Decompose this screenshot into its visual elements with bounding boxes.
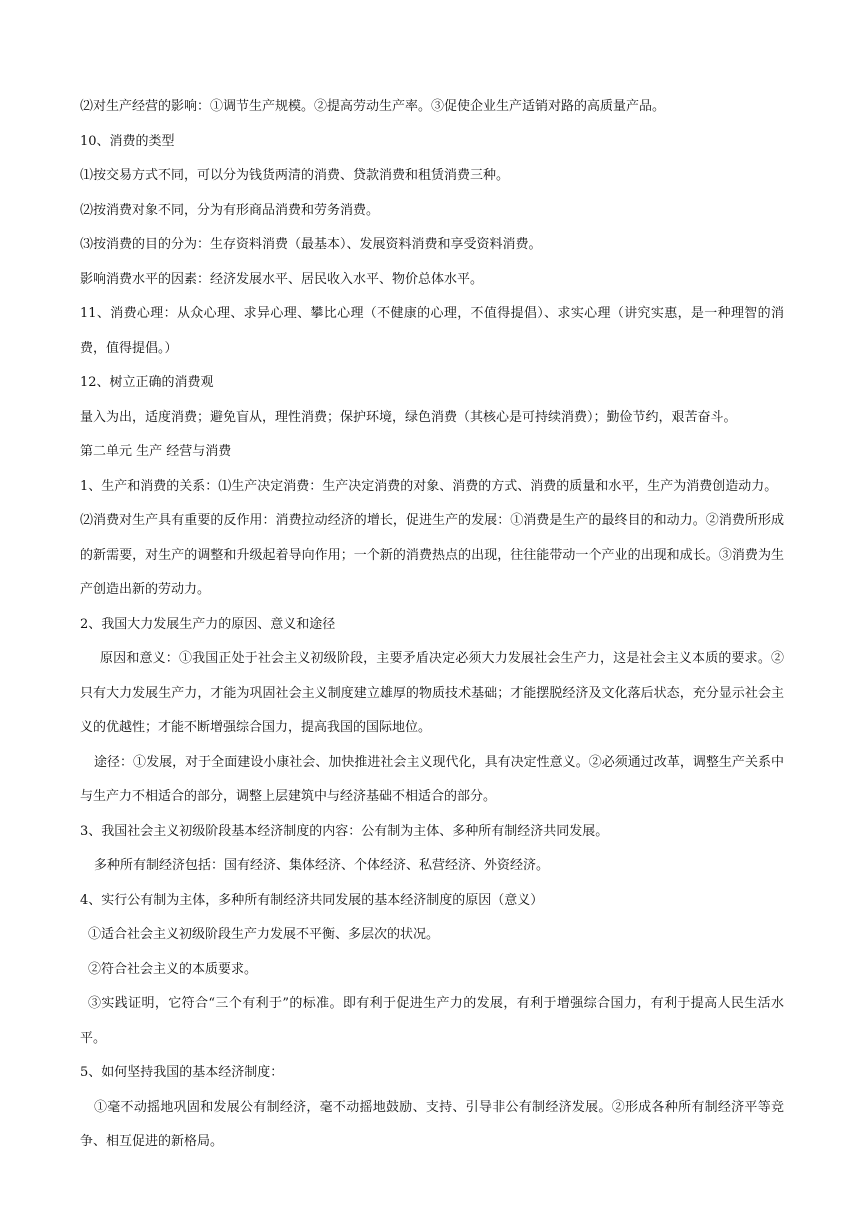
- list-item: ③实践证明，它符合“三个有利于”的标准。即有利于促进生产力的发展，有利于增强综合国力，有利于提高人民生活水平。: [80, 996, 784, 1046]
- paragraph: ⑵消费对生产具有重要的反作用：消费拉动经济的增长，促进生产的发展：①消费是生产的最终目的和动力。②消费所形成的新需要，对生产的调整和升级起着导向作用；一个新的消费热点的出现，往往能带动一个产业的出现和成长。③消费为生产创造出新的劳动力。: [80, 513, 784, 597]
- list-item: ②符合社会主义的本质要求。: [88, 961, 258, 977]
- paragraph: 量入为出，适度消费；避免盲从，理性消费；保护环境，绿色消费（其核心是可持续消费）；勤俭节约，艰苦奋斗。: [80, 409, 737, 425]
- section-heading: 2、我国大力发展生产力的原因、意义和途径: [80, 616, 336, 632]
- paragraph: ⑵按消费对象不同，分为有形商品消费和劳务消费。: [80, 202, 380, 218]
- paragraph: 多种所有制经济包括：国有经济、集体经济、个体经济、私营经济、外资经济。: [94, 858, 550, 873]
- paragraph: ⑶按消费的目的分为：生存资料消费（最基本）、发展资料消费和享受资料消费。: [80, 237, 542, 252]
- paragraph: ⑵对生产经营的影响：①调节生产规模。②提高劳动生产率。③促使企业生产适销对路的高质量产品。: [80, 99, 666, 114]
- section-heading: 12、树立正确的消费观: [80, 375, 214, 390]
- section-heading: 5、如何坚持我国的基本经济制度：: [80, 1065, 284, 1080]
- paragraph: 原因和意义：①我国正处于社会主义初级阶段，主要矛盾决定必须大力发展社会生产力，这是社会主义本质的要求。②只有大力发展生产力，才能为巩固社会主义制度建立雄厚的物质技术基础；才能摆脱经济及文化落后状态，充分显示社会主义的优越性；才能不断增强综合国力，提高我国的国际地位。: [80, 651, 784, 735]
- paragraph: 11、消费心理：从众心理、求异心理、攀比心理（不健康的心理，不值得提倡）、求实心理（讲究实惠，是一种理智的消费，值得提倡。）: [80, 306, 784, 356]
- unit-heading: 第二单元 生产 经营与消费: [80, 444, 232, 459]
- document-page: [80, 90, 784, 1160]
- paragraph: 途径：①发展，对于全面建设小康社会、加快推进社会主义现代化，具有决定性意义。②必须通过改革，调整生产关系中与生产力不相适合的部分，调整上层建筑中与经济基础不相适合的部分。: [80, 754, 784, 804]
- section-heading: 3、我国社会主义初级阶段基本经济制度的内容：公有制为主体、多种所有制经济共同发展。: [80, 823, 609, 839]
- section-heading: 10、消费的类型: [80, 133, 175, 149]
- paragraph: 1、生产和消费的关系：⑴生产决定消费：生产决定消费的对象、消费的方式、消费的质量和水平，生产为消费创造动力。: [80, 478, 778, 494]
- list-item: ①适合社会主义初级阶段生产力发展不平衡、多层次的状况。: [88, 927, 440, 942]
- paragraph: ①毫不动摇地巩固和发展公有制经济，毫不动摇地鼓励、支持、引导非公有制经济发展。②形成各种所有制经济平等竞争、相互促进的新格局。: [80, 1099, 784, 1149]
- paragraph: ⑴按交易方式不同，可以分为钱货两清的消费、贷款消费和租赁消费三种。: [80, 168, 510, 183]
- section-heading: 4、实行公有制为主体，多种所有制经济共同发展的基本经济制度的原因（意义）: [80, 892, 544, 908]
- paragraph: 影响消费水平的因素：经济发展水平、居民收入水平、物价总体水平。: [80, 271, 484, 287]
